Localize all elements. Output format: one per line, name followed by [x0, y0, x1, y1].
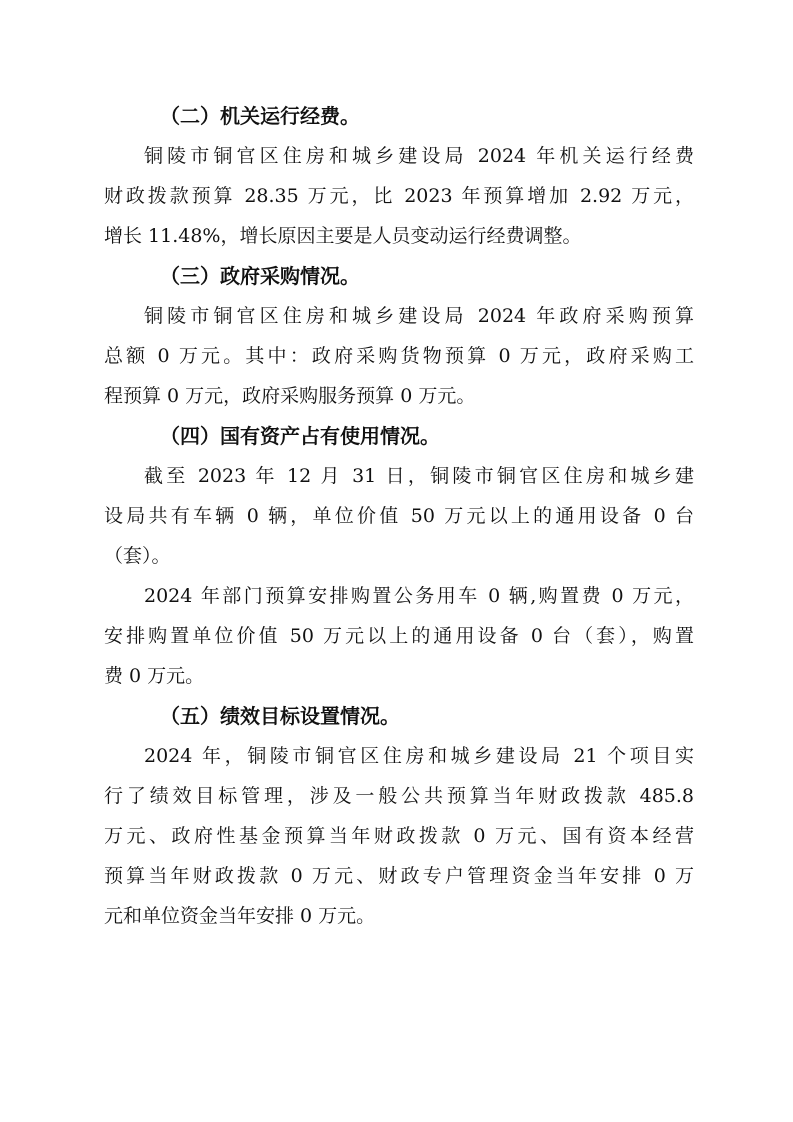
paragraph-line: 行了绩效目标管理，涉及一般公共预算当年财政拨款 485.8 [104, 785, 694, 807]
paragraph-line: 2024 年部门预算安排购置公务用车 0 辆,购置费 0 万元， [144, 585, 694, 607]
document-page [104, 96, 694, 936]
section-heading: （四）国有资产占有使用情况。 [160, 424, 440, 448]
paragraph-line: 万元、政府性基金预算当年财政拨款 0 万元、国有资本经营 [104, 825, 694, 847]
body-paragraph [104, 136, 694, 256]
paragraph-line: 截至 2023 年 12 月 31 日，铜陵市铜官区住房和城乡建 [144, 465, 694, 487]
paragraph-line: 程预算 0 万元，政府采购服务预算 0 万元。 [104, 385, 476, 407]
paragraph-line: 预算当年财政拨款 0 万元、财政专户管理资金当年安排 0 万 [104, 865, 694, 887]
body-paragraph [104, 736, 694, 936]
body-paragraph [104, 456, 694, 576]
section-heading: （二）机关运行经费。 [160, 104, 360, 128]
paragraph-line: 增长 11.48%，增长原因主要是人员变动运行经费调整。 [104, 225, 582, 247]
paragraph-line: 总额 0 万元。其中：政府采购货物预算 0 万元，政府采购工 [104, 345, 694, 367]
body-paragraph [104, 576, 694, 696]
paragraph-line: 2024 年，铜陵市铜官区住房和城乡建设局 21 个项目实 [144, 745, 694, 767]
paragraph-line: 财政拨款预算 28.35 万元，比 2023 年预算增加 2.92 万元， [104, 185, 694, 207]
paragraph-line: 铜陵市铜官区住房和城乡建设局 2024 年政府采购预算 [144, 305, 694, 327]
section-heading: （三）政府采购情况。 [160, 264, 360, 288]
body-paragraph [104, 296, 694, 416]
paragraph-line: 安排购置单位价值 50 万元以上的通用设备 0 台（套），购置 [104, 625, 694, 647]
paragraph-line: 设局共有车辆 0 辆，单位价值 50 万元以上的通用设备 0 台 [104, 505, 694, 527]
paragraph-line: 费 0 万元。 [104, 665, 205, 687]
paragraph-line: （套）。 [104, 545, 171, 567]
paragraph-line: 元和单位资金当年安排 0 万元。 [104, 905, 376, 927]
paragraph-line: 铜陵市铜官区住房和城乡建设局 2024 年机关运行经费 [144, 145, 694, 167]
section-heading: （五）绩效目标设置情况。 [160, 704, 400, 728]
